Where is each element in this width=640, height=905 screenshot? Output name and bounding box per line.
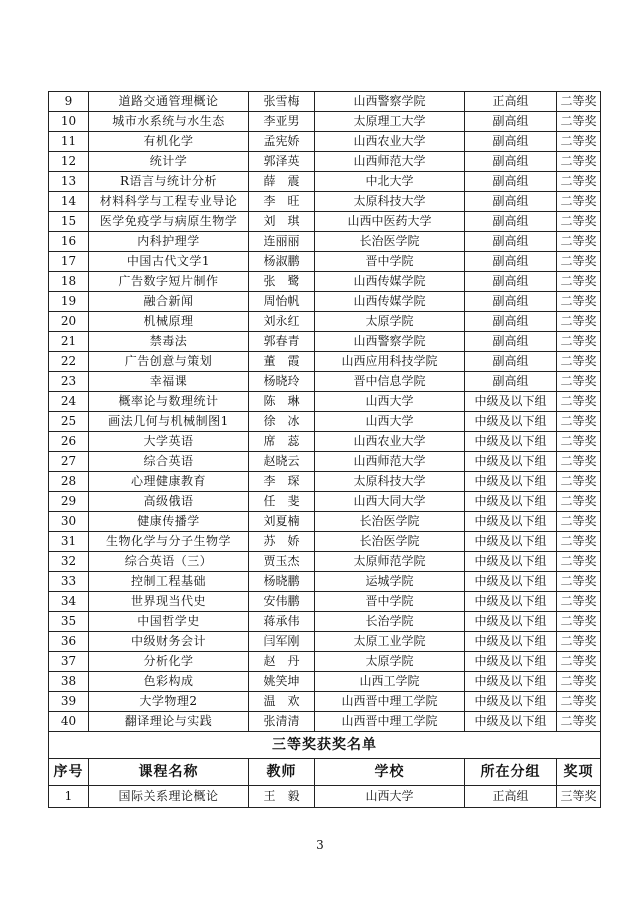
cell-no: 11 [49, 132, 89, 152]
table-row [49, 152, 601, 172]
cell-teacher: 连丽丽 [249, 232, 315, 252]
cell-no: 23 [49, 372, 89, 392]
cell-teacher: 杨淑鹏 [249, 252, 315, 272]
table-row [49, 672, 601, 692]
cell-school: 太原科技大学 [315, 192, 465, 212]
table-header-row [49, 759, 601, 786]
cell-course: 健康传播学 [89, 512, 249, 532]
cell-award: 二等奖 [557, 172, 601, 192]
cell-school: 长治医学院 [315, 512, 465, 532]
cell-award: 二等奖 [557, 572, 601, 592]
table-row [49, 392, 601, 412]
cell-teacher: 郭春青 [249, 332, 315, 352]
page-number: 3 [316, 838, 324, 852]
cell-award: 二等奖 [557, 632, 601, 652]
cell-award: 二等奖 [557, 552, 601, 572]
cell-award: 二等奖 [557, 272, 601, 292]
cell-group: 中级及以下组 [465, 692, 557, 712]
third-prize-table-body [49, 786, 601, 808]
cell-award: 二等奖 [557, 592, 601, 612]
cell-no: 24 [49, 392, 89, 412]
cell-course: 机械原理 [89, 312, 249, 332]
cell-teacher: 蒋承伟 [249, 612, 315, 632]
cell-course: 幸福课 [89, 372, 249, 392]
cell-teacher: 张 鹭 [249, 272, 315, 292]
table-row [49, 252, 601, 272]
header-no: 序号 [49, 759, 89, 786]
cell-award: 二等奖 [557, 352, 601, 372]
table-row [49, 272, 601, 292]
cell-award: 二等奖 [557, 492, 601, 512]
cell-course: 翻译理论与实践 [89, 712, 249, 732]
cell-school: 山西大学 [315, 392, 465, 412]
cell-teacher: 苏 娇 [249, 532, 315, 552]
table-row [49, 492, 601, 512]
cell-course: 道路交通管理概论 [89, 92, 249, 112]
cell-course: 综合英语 [89, 452, 249, 472]
cell-teacher: 温 欢 [249, 692, 315, 712]
cell-no: 33 [49, 572, 89, 592]
cell-no: 25 [49, 412, 89, 432]
cell-no: 32 [49, 552, 89, 572]
cell-no: 14 [49, 192, 89, 212]
cell-course: 画法几何与机械制图1 [89, 412, 249, 432]
cell-course: 大学英语 [89, 432, 249, 452]
cell-school: 山西晋中理工学院 [315, 712, 465, 732]
cell-award: 二等奖 [557, 712, 601, 732]
cell-no: 30 [49, 512, 89, 532]
cell-school: 太原理工大学 [315, 112, 465, 132]
table-row [49, 132, 601, 152]
cell-no: 27 [49, 452, 89, 472]
cell-course: 广告创意与策划 [89, 352, 249, 372]
table-row [49, 352, 601, 372]
cell-group: 副高组 [465, 152, 557, 172]
cell-no: 22 [49, 352, 89, 372]
table-row [49, 92, 601, 112]
cell-group: 副高组 [465, 132, 557, 152]
cell-no: 29 [49, 492, 89, 512]
cell-award: 二等奖 [557, 512, 601, 532]
cell-group: 中级及以下组 [465, 492, 557, 512]
cell-group: 中级及以下组 [465, 652, 557, 672]
cell-award: 二等奖 [557, 152, 601, 172]
cell-group: 中级及以下组 [465, 392, 557, 412]
cell-school: 山西农业大学 [315, 132, 465, 152]
cell-course: 广告数字短片制作 [89, 272, 249, 292]
cell-teacher: 张雪梅 [249, 92, 315, 112]
cell-group: 中级及以下组 [465, 472, 557, 492]
cell-teacher: 杨晓玲 [249, 372, 315, 392]
cell-teacher: 徐 冰 [249, 412, 315, 432]
cell-school: 山西传媒学院 [315, 272, 465, 292]
cell-group: 副高组 [465, 372, 557, 392]
cell-teacher: 李亚男 [249, 112, 315, 132]
table-row [49, 786, 601, 808]
cell-award: 二等奖 [557, 372, 601, 392]
cell-teacher: 张清清 [249, 712, 315, 732]
cell-teacher: 赵 丹 [249, 652, 315, 672]
cell-course: 内科护理学 [89, 232, 249, 252]
cell-no: 10 [49, 112, 89, 132]
cell-school: 长治医学院 [315, 232, 465, 252]
cell-school: 太原科技大学 [315, 472, 465, 492]
table-row [49, 552, 601, 572]
cell-school: 山西大学 [315, 786, 465, 808]
cell-group: 副高组 [465, 312, 557, 332]
cell-course: 综合英语（三） [89, 552, 249, 572]
cell-school: 中北大学 [315, 172, 465, 192]
cell-course: 分析化学 [89, 652, 249, 672]
cell-school: 晋中学院 [315, 592, 465, 612]
cell-course: R语言与统计分析 [89, 172, 249, 192]
table-row [49, 192, 601, 212]
cell-teacher: 王 毅 [249, 786, 315, 808]
cell-award: 二等奖 [557, 132, 601, 152]
cell-school: 长治学院 [315, 612, 465, 632]
cell-no: 26 [49, 432, 89, 452]
cell-award: 二等奖 [557, 312, 601, 332]
cell-course: 有机化学 [89, 132, 249, 152]
cell-course: 高级俄语 [89, 492, 249, 512]
cell-no: 18 [49, 272, 89, 292]
cell-teacher: 任 斐 [249, 492, 315, 512]
cell-group: 副高组 [465, 112, 557, 132]
table-row [49, 612, 601, 632]
table-row [49, 532, 601, 552]
third-prize-section [49, 732, 601, 786]
table-row [49, 452, 601, 472]
cell-group: 中级及以下组 [465, 412, 557, 432]
cell-award: 二等奖 [557, 192, 601, 212]
table-row [49, 312, 601, 332]
cell-course: 生物化学与分子生物学 [89, 532, 249, 552]
cell-no: 17 [49, 252, 89, 272]
cell-teacher: 陈 琳 [249, 392, 315, 412]
cell-teacher: 李 琛 [249, 472, 315, 492]
third-prize-title-row [49, 732, 601, 759]
cell-course: 中国古代文学1 [89, 252, 249, 272]
cell-award: 二等奖 [557, 532, 601, 552]
cell-group: 中级及以下组 [465, 712, 557, 732]
table-row [49, 292, 601, 312]
cell-group: 副高组 [465, 252, 557, 272]
cell-teacher: 闫军刚 [249, 632, 315, 652]
table-row [49, 112, 601, 132]
table-row [49, 632, 601, 652]
cell-school: 山西警察学院 [315, 92, 465, 112]
cell-school: 山西农业大学 [315, 432, 465, 452]
cell-no: 36 [49, 632, 89, 652]
cell-school: 太原学院 [315, 652, 465, 672]
cell-no: 35 [49, 612, 89, 632]
cell-course: 概率论与数理统计 [89, 392, 249, 412]
cell-group: 副高组 [465, 352, 557, 372]
cell-teacher: 贾玉杰 [249, 552, 315, 572]
cell-award: 二等奖 [557, 452, 601, 472]
cell-course: 控制工程基础 [89, 572, 249, 592]
cell-teacher: 席 蕊 [249, 432, 315, 452]
awards-table [48, 91, 601, 808]
cell-teacher: 姚笑坤 [249, 672, 315, 692]
cell-group: 中级及以下组 [465, 672, 557, 692]
table-row [49, 232, 601, 252]
cell-group: 副高组 [465, 272, 557, 292]
cell-award: 二等奖 [557, 292, 601, 312]
cell-no: 40 [49, 712, 89, 732]
cell-school: 山西师范大学 [315, 452, 465, 472]
cell-course: 心理健康教育 [89, 472, 249, 492]
cell-teacher: 郭泽英 [249, 152, 315, 172]
cell-no: 31 [49, 532, 89, 552]
cell-group: 副高组 [465, 232, 557, 252]
cell-no: 16 [49, 232, 89, 252]
cell-award: 二等奖 [557, 92, 601, 112]
cell-group: 中级及以下组 [465, 532, 557, 552]
cell-course: 融合新闻 [89, 292, 249, 312]
table-row [49, 212, 601, 232]
cell-course: 禁毒法 [89, 332, 249, 352]
header-course: 课程名称 [89, 759, 249, 786]
cell-course: 大学物理2 [89, 692, 249, 712]
cell-school: 山西警察学院 [315, 332, 465, 352]
cell-school: 山西大同大学 [315, 492, 465, 512]
table-row [49, 472, 601, 492]
cell-teacher: 刘夏楠 [249, 512, 315, 532]
cell-teacher: 周怡帆 [249, 292, 315, 312]
cell-teacher: 薛 震 [249, 172, 315, 192]
second-prize-table-body [49, 92, 601, 732]
table-row [49, 572, 601, 592]
cell-award: 二等奖 [557, 612, 601, 632]
cell-school: 山西工学院 [315, 672, 465, 692]
cell-no: 34 [49, 592, 89, 612]
cell-course: 统计学 [89, 152, 249, 172]
cell-school: 运城学院 [315, 572, 465, 592]
cell-course: 材料科学与工程专业导论 [89, 192, 249, 212]
cell-teacher: 刘永红 [249, 312, 315, 332]
table-row [49, 712, 601, 732]
cell-no: 1 [49, 786, 89, 808]
cell-award: 二等奖 [557, 332, 601, 352]
cell-no: 37 [49, 652, 89, 672]
cell-teacher: 李 旺 [249, 192, 315, 212]
cell-school: 山西应用科技学院 [315, 352, 465, 372]
cell-award: 二等奖 [557, 652, 601, 672]
cell-teacher: 刘 琪 [249, 212, 315, 232]
table-row [49, 652, 601, 672]
cell-school: 太原工业学院 [315, 632, 465, 652]
cell-course: 医学免疫学与病原生物学 [89, 212, 249, 232]
cell-course: 国际关系理论概论 [89, 786, 249, 808]
cell-group: 中级及以下组 [465, 632, 557, 652]
cell-group: 副高组 [465, 192, 557, 212]
cell-school: 山西传媒学院 [315, 292, 465, 312]
cell-award: 二等奖 [557, 212, 601, 232]
cell-school: 山西晋中理工学院 [315, 692, 465, 712]
cell-award: 二等奖 [557, 432, 601, 452]
table-row [49, 372, 601, 392]
cell-school: 山西中医药大学 [315, 212, 465, 232]
cell-school: 长治医学院 [315, 532, 465, 552]
cell-group: 中级及以下组 [465, 612, 557, 632]
cell-school: 晋中信息学院 [315, 372, 465, 392]
cell-group: 中级及以下组 [465, 512, 557, 532]
cell-no: 13 [49, 172, 89, 192]
cell-course: 色彩构成 [89, 672, 249, 692]
cell-teacher: 董 霞 [249, 352, 315, 372]
cell-group: 副高组 [465, 332, 557, 352]
cell-no: 20 [49, 312, 89, 332]
cell-teacher: 杨晓鹏 [249, 572, 315, 592]
cell-course: 城市水系统与水生态 [89, 112, 249, 132]
cell-group: 中级及以下组 [465, 452, 557, 472]
cell-award: 二等奖 [557, 692, 601, 712]
cell-teacher: 赵晓云 [249, 452, 315, 472]
cell-group: 正高组 [465, 786, 557, 808]
cell-course: 世界现当代史 [89, 592, 249, 612]
cell-no: 38 [49, 672, 89, 692]
cell-award: 二等奖 [557, 112, 601, 132]
cell-no: 21 [49, 332, 89, 352]
table-row [49, 172, 601, 192]
cell-course: 中级财务会计 [89, 632, 249, 652]
cell-award: 二等奖 [557, 472, 601, 492]
cell-group: 副高组 [465, 172, 557, 192]
cell-group: 中级及以下组 [465, 592, 557, 612]
cell-award: 三等奖 [557, 786, 601, 808]
cell-school: 山西大学 [315, 412, 465, 432]
cell-no: 12 [49, 152, 89, 172]
cell-school: 太原学院 [315, 312, 465, 332]
cell-no: 39 [49, 692, 89, 712]
cell-group: 中级及以下组 [465, 552, 557, 572]
cell-group: 副高组 [465, 292, 557, 312]
cell-award: 二等奖 [557, 672, 601, 692]
third-prize-title: 三等奖获奖名单 [49, 732, 601, 759]
cell-teacher: 孟宪娇 [249, 132, 315, 152]
table-row [49, 332, 601, 352]
table-row [49, 432, 601, 452]
header-school: 学校 [315, 759, 465, 786]
cell-award: 二等奖 [557, 232, 601, 252]
cell-award: 二等奖 [557, 412, 601, 432]
cell-group: 中级及以下组 [465, 572, 557, 592]
cell-school: 太原师范学院 [315, 552, 465, 572]
cell-no: 19 [49, 292, 89, 312]
cell-no: 9 [49, 92, 89, 112]
cell-teacher: 安伟鹏 [249, 592, 315, 612]
table-row [49, 512, 601, 532]
cell-course: 中国哲学史 [89, 612, 249, 632]
table-row [49, 412, 601, 432]
cell-group: 副高组 [465, 212, 557, 232]
table-row [49, 592, 601, 612]
cell-group: 正高组 [465, 92, 557, 112]
header-award: 奖项 [557, 759, 601, 786]
cell-award: 二等奖 [557, 392, 601, 412]
cell-school: 晋中学院 [315, 252, 465, 272]
cell-school: 山西师范大学 [315, 152, 465, 172]
cell-no: 15 [49, 212, 89, 232]
header-group: 所在分组 [465, 759, 557, 786]
header-teacher: 教师 [249, 759, 315, 786]
table-row [49, 692, 601, 712]
cell-group: 中级及以下组 [465, 432, 557, 452]
cell-award: 二等奖 [557, 252, 601, 272]
cell-no: 28 [49, 472, 89, 492]
